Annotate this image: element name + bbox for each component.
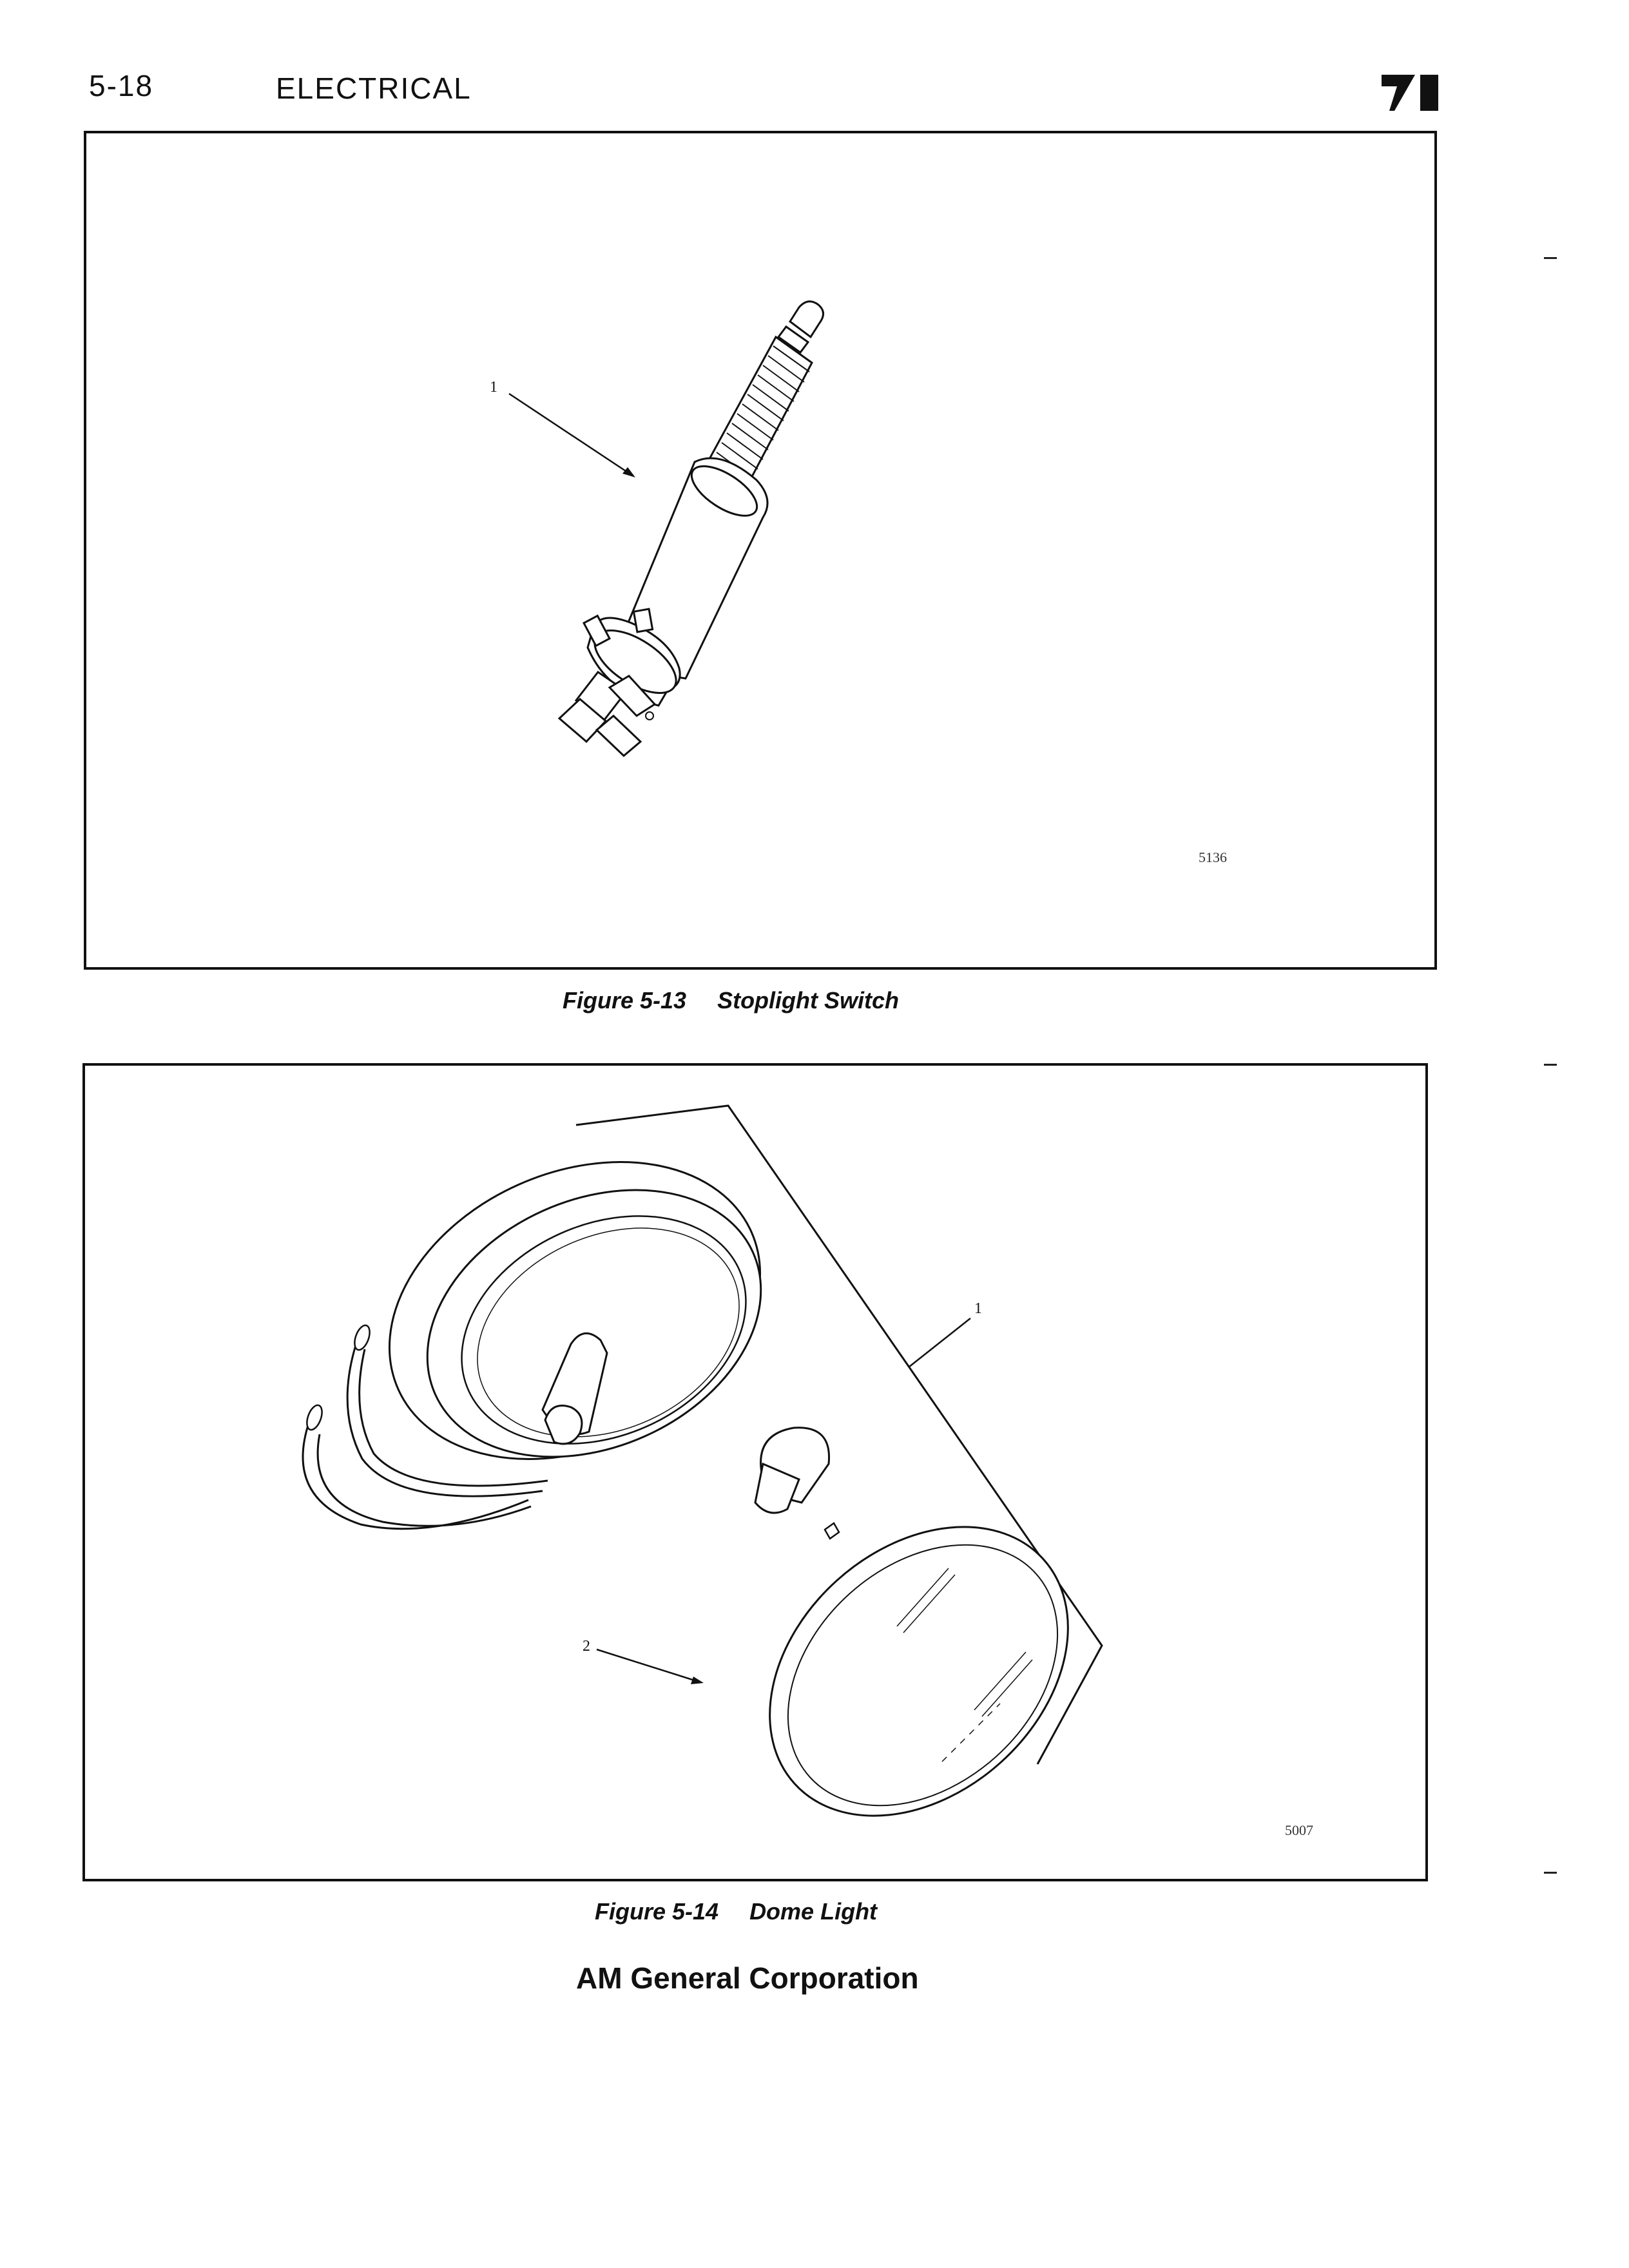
stoplight-switch-illustration (86, 133, 1440, 972)
art-number: 5007 (1285, 1822, 1313, 1838)
caption-title: Stoplight Switch (717, 987, 900, 1014)
callout-1: 1 (974, 1300, 982, 1317)
page-number: 5-18 (89, 69, 154, 102)
caption-title: Dome Light (749, 1898, 878, 1925)
dome-light-illustration (85, 1066, 1431, 1884)
figure-5-13-caption (563, 987, 899, 1014)
figure-5-13-frame (84, 131, 1437, 970)
callout-2: 2 (583, 1638, 590, 1655)
figure-5-14-frame (82, 1063, 1428, 1881)
section-title: ELECTRICAL (276, 72, 472, 105)
caption-number: Figure 5-13 (563, 987, 687, 1014)
margin-mark (1544, 1064, 1557, 1066)
am-general-logo-icon (1380, 72, 1442, 112)
footer-company: AM General Corporation (576, 1961, 919, 1995)
callout-1: 1 (490, 379, 497, 396)
caption-number: Figure 5-14 (595, 1898, 719, 1925)
art-number: 5136 (1199, 849, 1227, 865)
margin-mark (1544, 257, 1557, 259)
figure-5-14-caption (595, 1898, 877, 1925)
margin-mark (1544, 1872, 1557, 1874)
